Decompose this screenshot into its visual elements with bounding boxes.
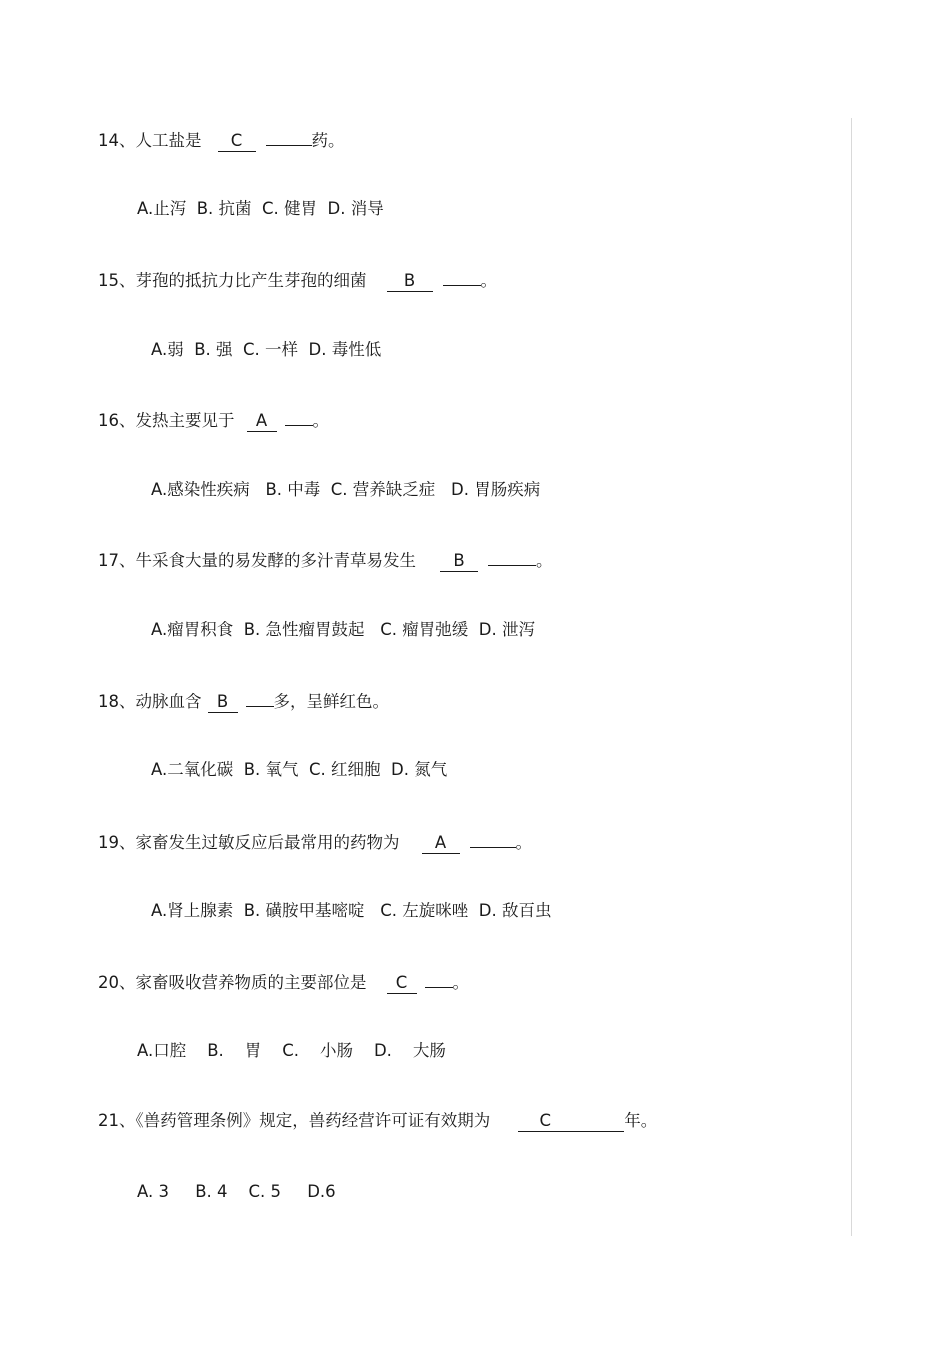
question-suffix: 。 [452,973,469,992]
options-18: A.二氧化碳 B. 氧气 C. 红细胞 D. 氮气 [151,760,448,779]
question-separator: 、 [119,551,136,570]
options-17: A.瘤胃积食 B. 急性瘤胃鼓起 C. 瘤胃弛缓 D. 泄泻 [151,620,535,639]
question-number: 18 [98,692,119,711]
options-14: A.止泻 B. 抗菌 C. 健胃 D. 消导 [137,199,384,218]
blank-line [470,830,516,848]
question-stem: 芽孢的抵抗力比产生芽孢的细菌 [135,271,367,290]
options-19: A.肾上腺素 B. 磺胺甲基嘧啶 C. 左旋咪唑 D. 敌百虫 [151,901,552,920]
answer-blank: B [440,551,478,572]
question-number: 14 [98,131,119,150]
blank-line [266,128,312,146]
answer-letter: C [539,1111,552,1130]
question-stem: 发热主要见于 [135,411,235,430]
question-suffix: 。 [515,833,532,852]
question-stem: 家畜发生过敏反应后最常用的药物为 [135,833,400,852]
question-suffix: 年。 [624,1111,658,1130]
question-separator: 、 [119,411,136,430]
question-number: 20 [98,973,119,992]
page-right-rule [851,118,852,1236]
question-14 [98,128,345,152]
question-stem: 家畜吸收营养物质的主要部位是 [135,973,367,992]
blank-line [488,548,536,566]
question-number: 17 [98,551,119,570]
blank-line [285,408,313,426]
question-number: 15 [98,271,119,290]
question-suffix: 药。 [311,131,345,150]
question-separator: 、 [119,973,136,992]
question-separator: 、 [119,271,136,290]
blank-line [246,689,274,707]
answer-blank: B [208,692,238,713]
question-number: 21 [98,1111,119,1130]
question-17 [98,548,553,572]
options-21: A. 3 B. 4 C. 5 D.6 [137,1182,336,1201]
answer-blank: C [218,131,256,152]
blank-line [443,268,481,286]
question-20 [98,970,469,994]
question-suffix: 。 [312,411,329,430]
answer-blank: A [247,411,277,432]
question-18 [98,689,389,713]
question-16 [98,408,329,432]
question-separator: 、 [119,131,136,150]
question-suffix: 。 [536,551,553,570]
question-21 [98,1110,657,1132]
question-number: 16 [98,411,119,430]
question-separator: 、 [119,833,136,852]
blank-line [425,970,453,988]
question-suffix: 多，呈鲜红色。 [273,692,389,711]
question-stem: 牛采食大量的易发酵的多汁青草易发生 [135,551,416,570]
options-15: A.弱 B. 强 C. 一样 D. 毒性低 [151,340,382,359]
question-stem: 人工盐是 [135,131,202,150]
answer-blank: C [387,973,417,994]
options-16: A.感染性疾病 B. 中毒 C. 营养缺乏症 D. 胃肠疾病 [151,480,541,499]
question-stem: 动脉血含 [135,692,202,711]
question-stem: 《兽药管理条例》规定，兽药经营许可证有效期为 [135,1111,491,1130]
question-number: 19 [98,833,119,852]
question-15 [98,268,497,292]
options-20: A.口腔 B. 胃 C. 小肠 D. 大肠 [137,1041,446,1060]
question-19 [98,830,532,854]
answer-blank: B [387,271,433,292]
question-separator: 、 [119,1111,136,1130]
question-separator: 、 [119,692,136,711]
question-suffix: 。 [480,271,497,290]
answer-blank: A [422,833,460,854]
answer-blank [518,1111,624,1132]
